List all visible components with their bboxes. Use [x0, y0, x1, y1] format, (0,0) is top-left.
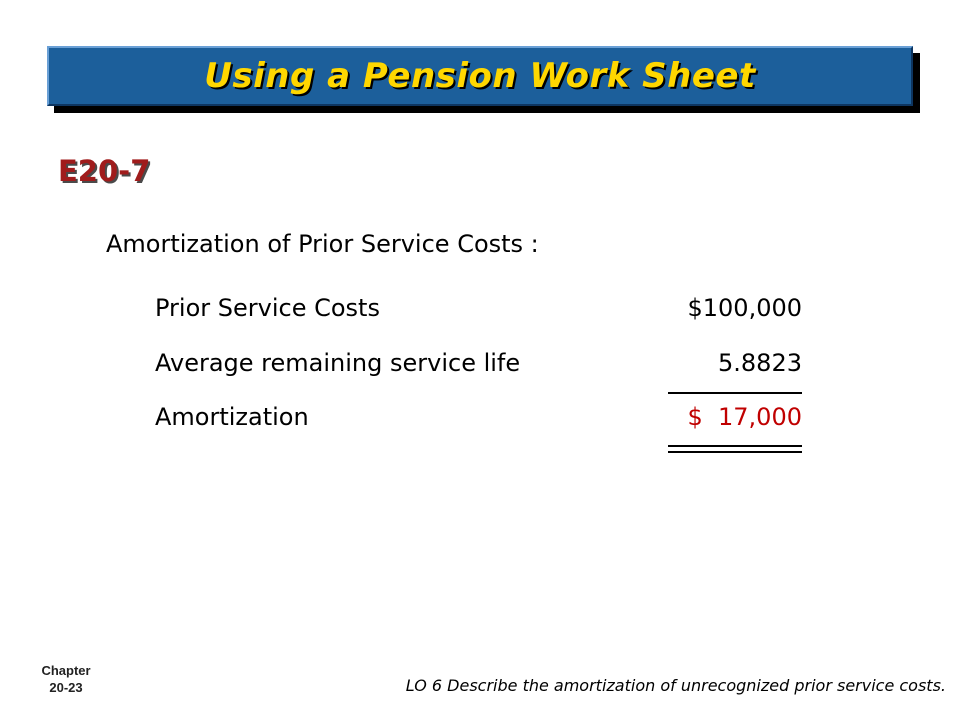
title-banner: [47, 46, 913, 106]
row-label-prior-service-costs: Prior Service Costs: [155, 294, 380, 322]
row-label-average-service-life: Average remaining service life: [155, 349, 521, 377]
row-label-amortization: Amortization: [155, 403, 309, 431]
single-underline: [668, 392, 802, 394]
double-underline-top: [668, 445, 802, 447]
double-underline-bottom: [668, 451, 802, 453]
chapter-number: 20-23: [49, 680, 83, 695]
slide-title: Using a Pension Work Sheet: [204, 56, 756, 96]
exercise-label: E20-7: [58, 154, 151, 188]
learning-objective: LO 6 Describe the amortization of unrecognized prior service costs.: [405, 676, 946, 695]
chapter-label: Chapter: [41, 663, 91, 678]
chapter-reference: [20, 662, 112, 696]
row-value-prior-service-costs: $100,000: [687, 294, 802, 322]
row-value-average-service-life: 5.8823: [718, 349, 802, 377]
section-heading: Amortization of Prior Service Costs :: [106, 230, 539, 258]
row-value-amortization: $ 17,000: [687, 403, 802, 431]
